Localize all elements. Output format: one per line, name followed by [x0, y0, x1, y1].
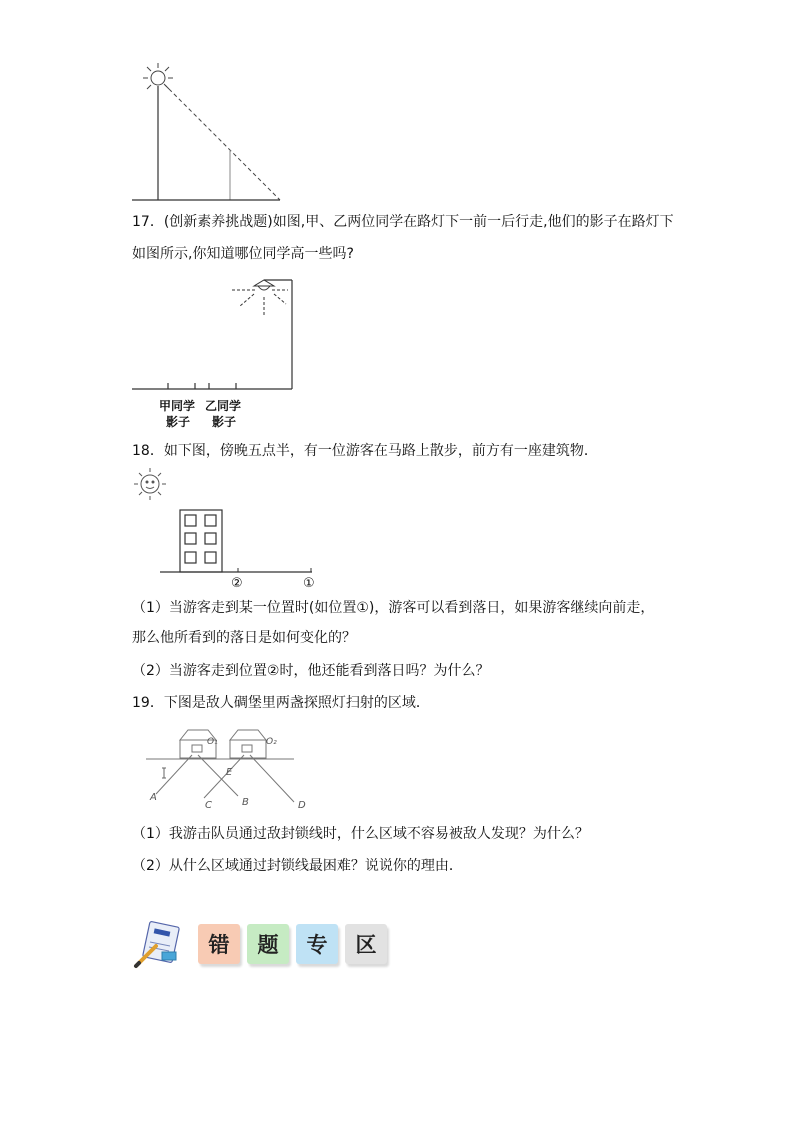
beam-O2-D	[250, 755, 294, 802]
q19-sub2: （2）从什么区域通过封锁线最困难？说说你的理由．	[132, 858, 463, 874]
q18-sub1-line2: 那么他所看到的落日是如何变化的？	[132, 630, 356, 646]
label-yi-shadow: 影子	[212, 415, 237, 429]
notebook-pencil-icon	[130, 920, 188, 972]
bunker-right-icon	[230, 730, 266, 758]
label-C: C	[205, 800, 212, 811]
beam-O1-A	[156, 755, 192, 794]
q18-sub2: （2）当游客走到位置②时，他还能看到落日吗？为什么？	[132, 663, 490, 679]
label-E: E	[226, 767, 233, 778]
error-tile-2: 题	[247, 924, 289, 964]
street-lamp-figure	[128, 270, 300, 395]
lamp-icon	[232, 280, 288, 316]
q17-text-line2: 如图所示,你知道哪位同学高一些吗?	[132, 246, 354, 262]
error-tile-1: 错	[198, 924, 240, 964]
q17-text-line1: 17．(创新素养挑战题)如图,甲、乙两位同学在路灯下一前一后行走,他们的影子在路灯下	[132, 214, 674, 230]
error-tile-4: 区	[345, 924, 387, 964]
q18-sub1-line1: （1）当游客走到某一位置时(如位置①)，游客可以看到落日，如果游客继续向前走，	[132, 600, 655, 616]
q19-sub1: （1）我游击队员通过敌封锁线时，什么区域不容易被敌人发现？为什么？	[132, 826, 589, 842]
label-O1: O₁	[207, 737, 218, 747]
label-position-2: ②	[231, 576, 243, 591]
cursor-icon	[162, 768, 166, 778]
smiling-sun-icon	[134, 468, 166, 500]
label-jia-name: 甲同学	[159, 399, 196, 413]
label-yi-name: 乙同学	[205, 399, 242, 413]
q18-text-line1: 18．如下图，傍晚五点半，有一位游客在马路上散步，前方有一座建筑物．	[132, 443, 598, 459]
label-jia-shadow: 影子	[166, 415, 191, 429]
label-O2: O₂	[266, 737, 277, 747]
label-B: B	[242, 797, 249, 808]
beam-O2-C	[204, 755, 244, 798]
label-D: D	[298, 800, 306, 811]
label-A: A	[150, 792, 157, 803]
error-tile-3: 专	[296, 924, 338, 964]
building-figure	[128, 466, 328, 576]
label-position-1: ①	[303, 576, 315, 591]
sun-ray	[164, 84, 280, 200]
q19-text-line1: 19．下图是敌人碉堡里两盏探照灯扫射的区域．	[132, 695, 430, 711]
sun-pole-figure	[128, 60, 288, 204]
